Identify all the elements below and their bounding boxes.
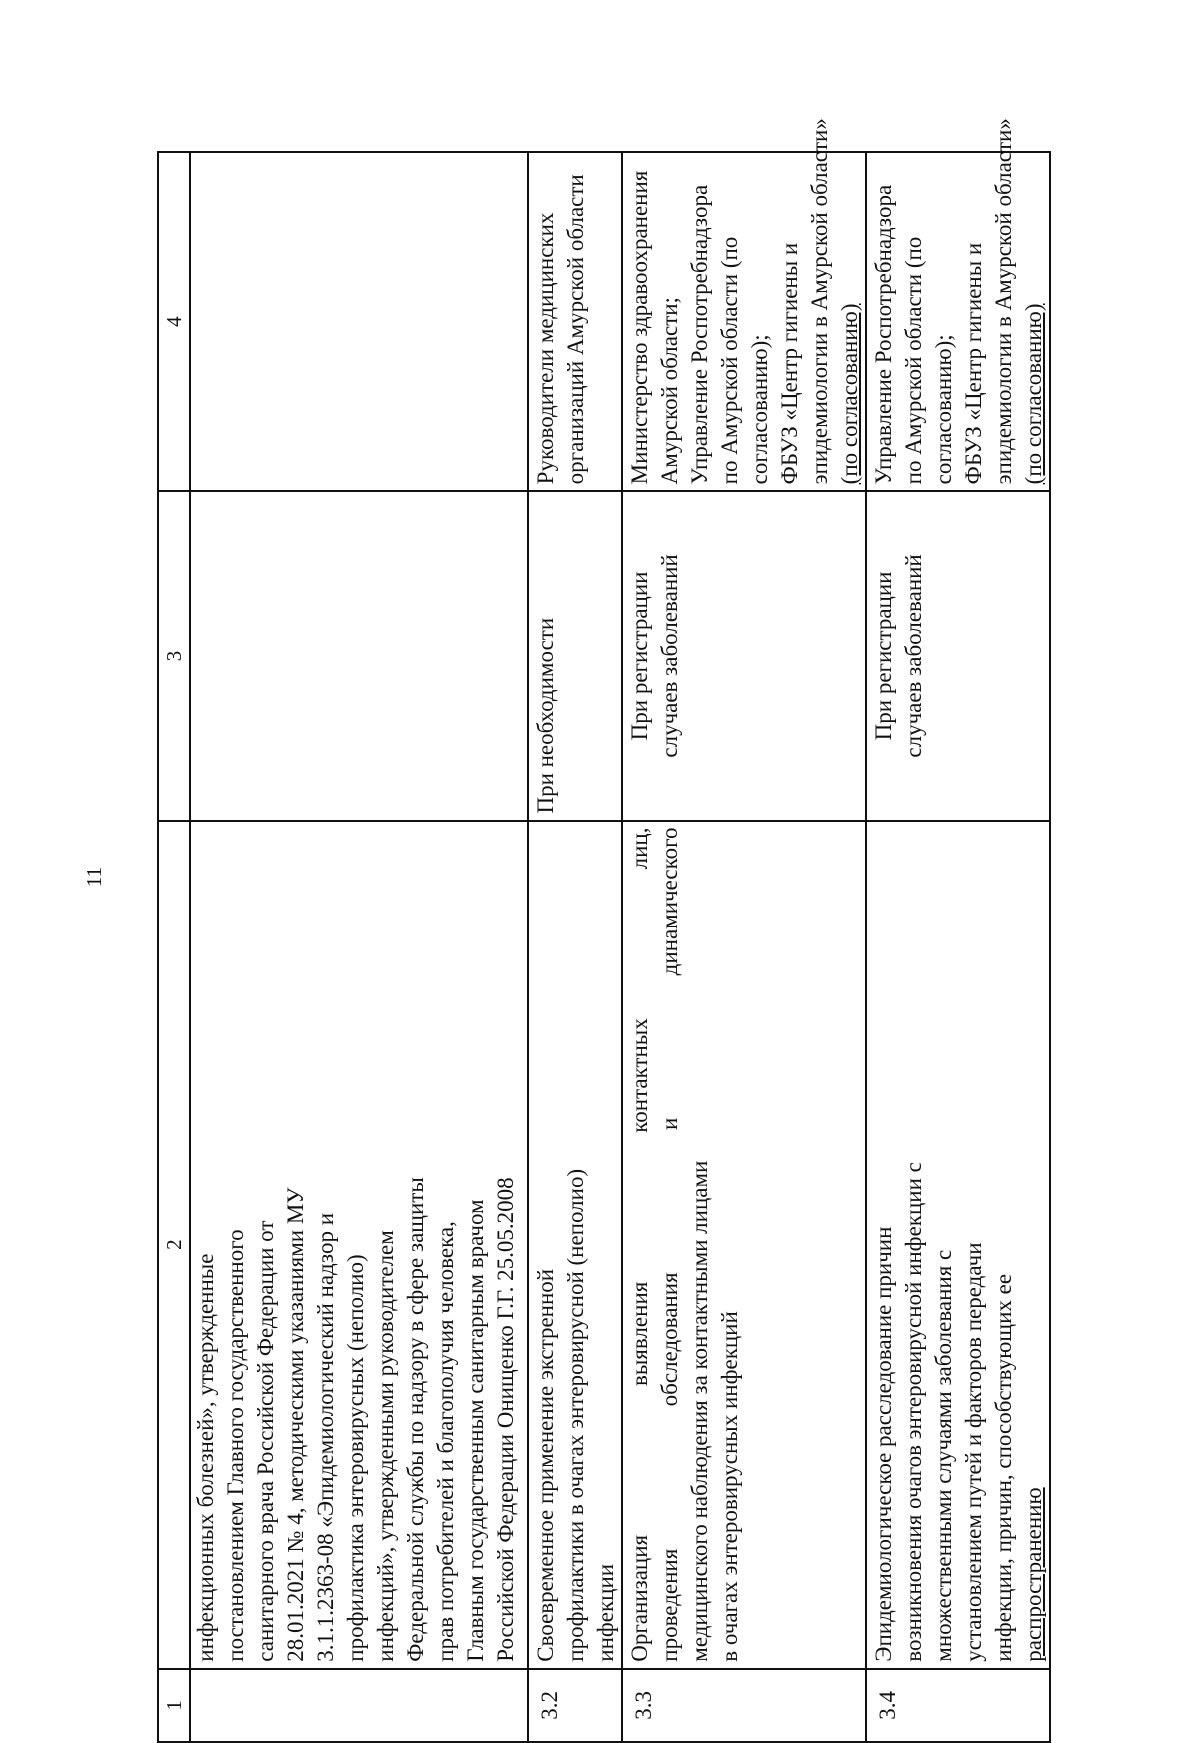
page-number: 11 — [82, 866, 106, 888]
measure-line: установлением путей и факторов передачи — [961, 1242, 986, 1662]
executor-line: (по согласованию) — [1021, 303, 1046, 485]
measure-line: инфекции, причин, способствующих ее — [991, 1273, 1016, 1662]
measure-cell — [866, 821, 1050, 1669]
row-number: 3.3 — [622, 1669, 866, 1742]
measure-line: Федеральной службы по надзору в сфере защиты — [403, 1177, 428, 1662]
header-col-2: 2 — [158, 821, 190, 1669]
term-cell — [528, 491, 622, 820]
measure-line: инфекции — [593, 1563, 618, 1662]
table-row-3-4 — [866, 152, 1050, 1742]
measure-line: профилактика энтеровирусных (неполио) — [343, 1254, 368, 1662]
term-line: случаев заболеваний — [901, 554, 926, 758]
measure-line: медицинского наблюдения за контактными лицами — [687, 1160, 712, 1662]
executor-line: Руководители медицинских — [533, 212, 558, 485]
measure-line: 28.01.2021 № 4, методическими указаниями МУ — [283, 1187, 308, 1662]
measure-cell — [528, 821, 622, 1669]
measure-line: инфекционных болезней», утвержденные — [193, 1253, 218, 1662]
executor-line: Управление Роспотребнадзора — [871, 184, 896, 485]
executor-line: ФБУЗ «Центр гигиены и — [961, 242, 986, 485]
table-header-row — [158, 152, 190, 1742]
term-line: При регистрации — [627, 571, 652, 741]
executor-line: согласованию); — [931, 334, 956, 485]
executor-cell — [528, 152, 622, 491]
measure-line: Эпидемиологическое расследование причин — [871, 1226, 896, 1662]
row-number: 3.2 — [528, 1669, 622, 1742]
executor-line: эпидемиологии в Амурской области» — [991, 118, 1016, 485]
term-cell — [866, 491, 1050, 820]
term-line: При необходимости — [533, 617, 558, 814]
table-row-3-2 — [528, 152, 622, 1742]
measure-line: постановлением Главного государственного — [223, 1229, 248, 1662]
measure-line: распространению — [1021, 1487, 1046, 1662]
measure-line: Главным государственным санитарным врачом — [463, 1199, 488, 1662]
executor-cell — [622, 118, 866, 491]
executor-line: Министерство здравоохранения — [627, 170, 652, 485]
header-col-1: 1 — [158, 1669, 190, 1742]
term-cell — [622, 491, 866, 820]
executor-line: согласованию); — [747, 334, 772, 485]
measure-cell — [622, 821, 866, 1669]
executor-line: по Амурской области (по — [901, 236, 926, 485]
term-cell — [190, 491, 528, 820]
measure-line: санитарного врача Российской Федерации от — [253, 1220, 278, 1662]
executor-line: ФБУЗ «Центр гигиены и — [777, 242, 802, 485]
measure-cell — [190, 821, 528, 1669]
term-line: случаев заболеваний — [657, 554, 682, 758]
executor-line: организаций Амурской области — [563, 174, 588, 485]
executor-line: эпидемиологии в Амурской области» — [807, 118, 832, 485]
measure-line: 3.1.1.2363-08 «Эпидемиологический надзор и — [313, 1212, 338, 1662]
measure-line: Российской Федерации Онищенко Г.Г. 25.05.2008 — [493, 1177, 518, 1662]
measure-line: множественными случаями заболевания с — [931, 1249, 956, 1662]
executor-line: Управление Роспотребнадзора — [687, 184, 712, 485]
measure-line: прав потребителей и благополучия человека, — [433, 1221, 458, 1662]
row-number: 3.4 — [866, 1669, 1050, 1742]
measure-line: возникновения очагов энтеровирусной инфекции с — [901, 1162, 926, 1662]
executor-line: по Амурской области (по — [717, 236, 742, 485]
executor-cell — [190, 152, 528, 491]
table-row-3-3 — [622, 152, 866, 1742]
row-number — [190, 1669, 528, 1742]
measure-line: Организация выявления контактных лиц, — [627, 827, 652, 1662]
measure-line: проведения обследования и динамического — [657, 827, 682, 1662]
measure-line: инфекций», утвержденными руководителем — [373, 1230, 398, 1662]
measures-table — [157, 118, 1051, 1743]
header-col-4: 4 — [158, 152, 190, 491]
measures-table-rotated — [157, 118, 1046, 1743]
table-row-continuation — [190, 152, 528, 1742]
executor-cell — [866, 118, 1050, 491]
measure-line: в очагах энтеровирусных инфекций — [717, 1311, 742, 1662]
measure-line: Своевременное применение экстренной — [533, 1268, 558, 1662]
measure-line: профилактики в очагах энтеровирусной (неполио) — [563, 1168, 588, 1662]
executor-line: (по согласованию) — [837, 303, 862, 485]
term-line: При регистрации — [871, 571, 896, 741]
header-col-3: 3 — [158, 491, 190, 820]
executor-line: Амурской области; — [657, 297, 682, 485]
